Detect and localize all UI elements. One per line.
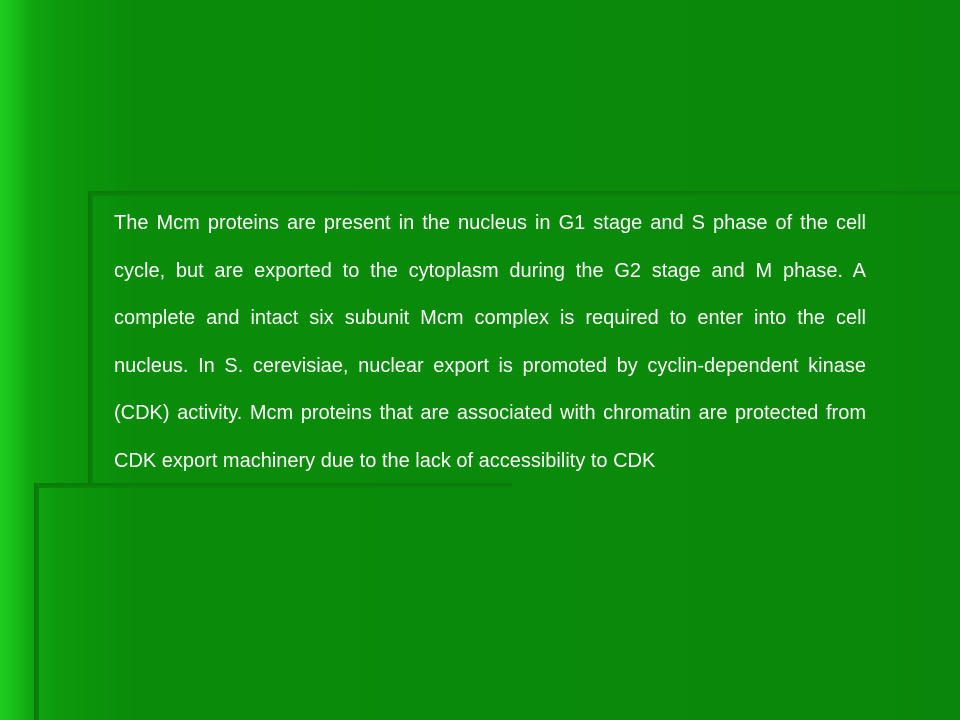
- slide-body-text: The Mcm proteins are present in the nucleus in G1 stage and S phase of the cell cycle, but are exported to the cytoplasm during the G2 stage and M phase. A complete and intact six subunit Mcm complex is required to enter into the cell nucleus. In S. cerevisiae, nuclear export is promoted by cyclin-dependent kinase (CDK) activity. Mcm proteins that are associated with chromatin are protected from CDK export machinery due to the lack of accessibility to CDK: [114, 212, 866, 472]
- decorative-bar-left-lower: [34, 483, 39, 720]
- decorative-bar-top: [88, 191, 960, 196]
- decorative-bar-left-upper: [88, 191, 93, 487]
- slide-edge-gradient: [0, 0, 30, 720]
